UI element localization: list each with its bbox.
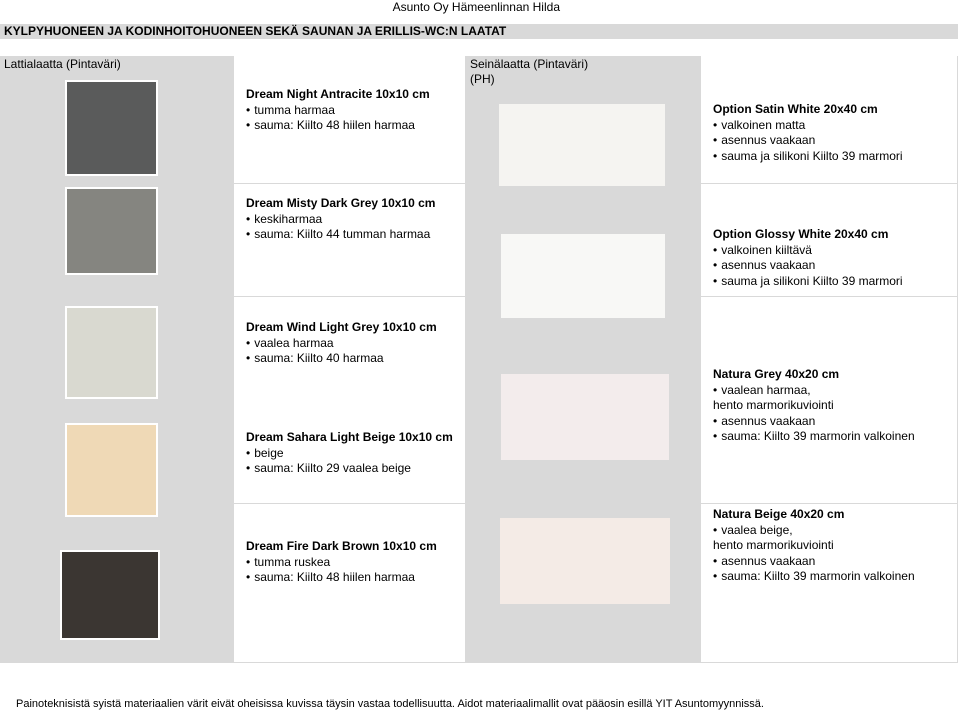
floor-tile-name: Dream Fire Dark Brown 10x10 cm [246,539,437,553]
row-divider [0,183,958,184]
floor-tile-swatch [65,187,158,275]
wall-tile-name: Natura Beige 40x20 cm [713,507,845,521]
floor-tile-color: • vaalea harmaa [246,336,437,352]
floor-tile-name: Dream Misty Dark Grey 10x10 cm [246,196,436,210]
wall-column-heading [466,56,701,86]
wall-tile-pattern: hento marmorikuviointi [713,538,834,552]
floor-tile-grout: • sauma: Kiilto 29 vaalea beige [246,461,453,477]
wall-tile-swatch [501,374,669,460]
row-divider [0,662,958,663]
wall-tile-description [713,367,915,445]
wall-tile-grout: • sauma ja silikoni Kiilto 39 marmori [713,149,903,165]
floor-tile-color: • beige [246,446,453,462]
floor-tile-color: • keskiharmaa [246,212,435,228]
floor-tile-grout: • sauma: Kiilto 40 harmaa [246,351,437,367]
floor-tile-name: Dream Night Antracite 10x10 cm [246,87,430,101]
floor-tile-description [246,87,430,134]
wall-tile-description [713,102,903,164]
wall-tile-name: Natura Grey 40x20 cm [713,367,840,381]
floor-tile-color: • tumma ruskea [246,555,437,571]
wall-tile-swatch [501,234,665,318]
floor-tile-color: • tumma harmaa [246,103,430,119]
wall-tile-installation: • asennus vaakaan [713,133,903,149]
wall-tile-installation: • asennus vaakaan [713,414,915,430]
wall-tile-installation: • asennus vaakaan [713,258,903,274]
wall-column-label: Seinälaatta (Pintaväri) [470,57,589,71]
wall-tile-description [713,507,915,585]
floor-tile-name: Dream Wind Light Grey 10x10 cm [246,320,437,334]
wall-tile-grout: • sauma: Kiilto 39 marmorin valkoinen [713,429,915,445]
wall-tile-installation: • asennus vaakaan [713,554,915,570]
floor-column-label: Lattialaatta (Pintaväri) [4,57,121,71]
row-divider [0,296,958,297]
wall-tile-finish: • valkoinen matta [713,118,903,134]
floor-tile-description [246,539,437,586]
wall-tile-grout: • sauma ja silikoni Kiilto 39 marmori [713,274,903,290]
wall-tile-description [713,227,903,289]
wall-tile-finish: • vaalea beige, [713,523,915,539]
floor-tile-description [246,430,453,477]
floor-tile-grout: • sauma: Kiilto 48 hiilen harmaa [246,118,430,134]
wall-column-sublabel: (PH) [470,72,495,86]
floor-tile-name: Dream Sahara Light Beige 10x10 cm [246,430,453,444]
document-title: KYLPYHUONEEN JA KODINHOITOHUONEEN SEKÄ SAUNAN JA ERILLIS-WC:N LAATAT [0,24,958,39]
floor-tile-swatch [60,550,160,640]
wall-tile-pattern: hento marmorikuviointi [713,398,834,412]
floor-tile-description [246,196,435,243]
floor-tile-swatch [65,423,158,517]
floor-tile-swatch [65,306,158,399]
wall-tile-name: Option Glossy White 20x40 cm [713,227,889,241]
floor-tile-swatch [65,80,158,176]
wall-tile-finish: • valkoinen kiiltävä [713,243,903,259]
wall-tile-swatch [499,104,665,186]
wall-tile-swatch [500,518,670,604]
company-name: Asunto Oy Hämeenlinnan Hilda [392,0,560,14]
floor-tile-grout: • sauma: Kiilto 48 hiilen harmaa [246,570,437,586]
footer-disclaimer: Painoteknisistä syistä materiaalien värit eivät oheisissa kuvissa täysin vastaa todellisuutta. Aidot materiaalimallit ovat pääosin esillä YIT Asuntomyynnissä. [16,698,764,710]
wall-tile-name: Option Satin White 20x40 cm [713,102,878,116]
floor-tile-grout: • sauma: Kiilto 44 tumman harmaa [246,227,435,243]
floor-tile-description [246,320,437,367]
wall-tile-finish: • vaalean harmaa, [713,383,915,399]
wall-tile-grout: • sauma: Kiilto 39 marmorin valkoinen [713,569,915,585]
